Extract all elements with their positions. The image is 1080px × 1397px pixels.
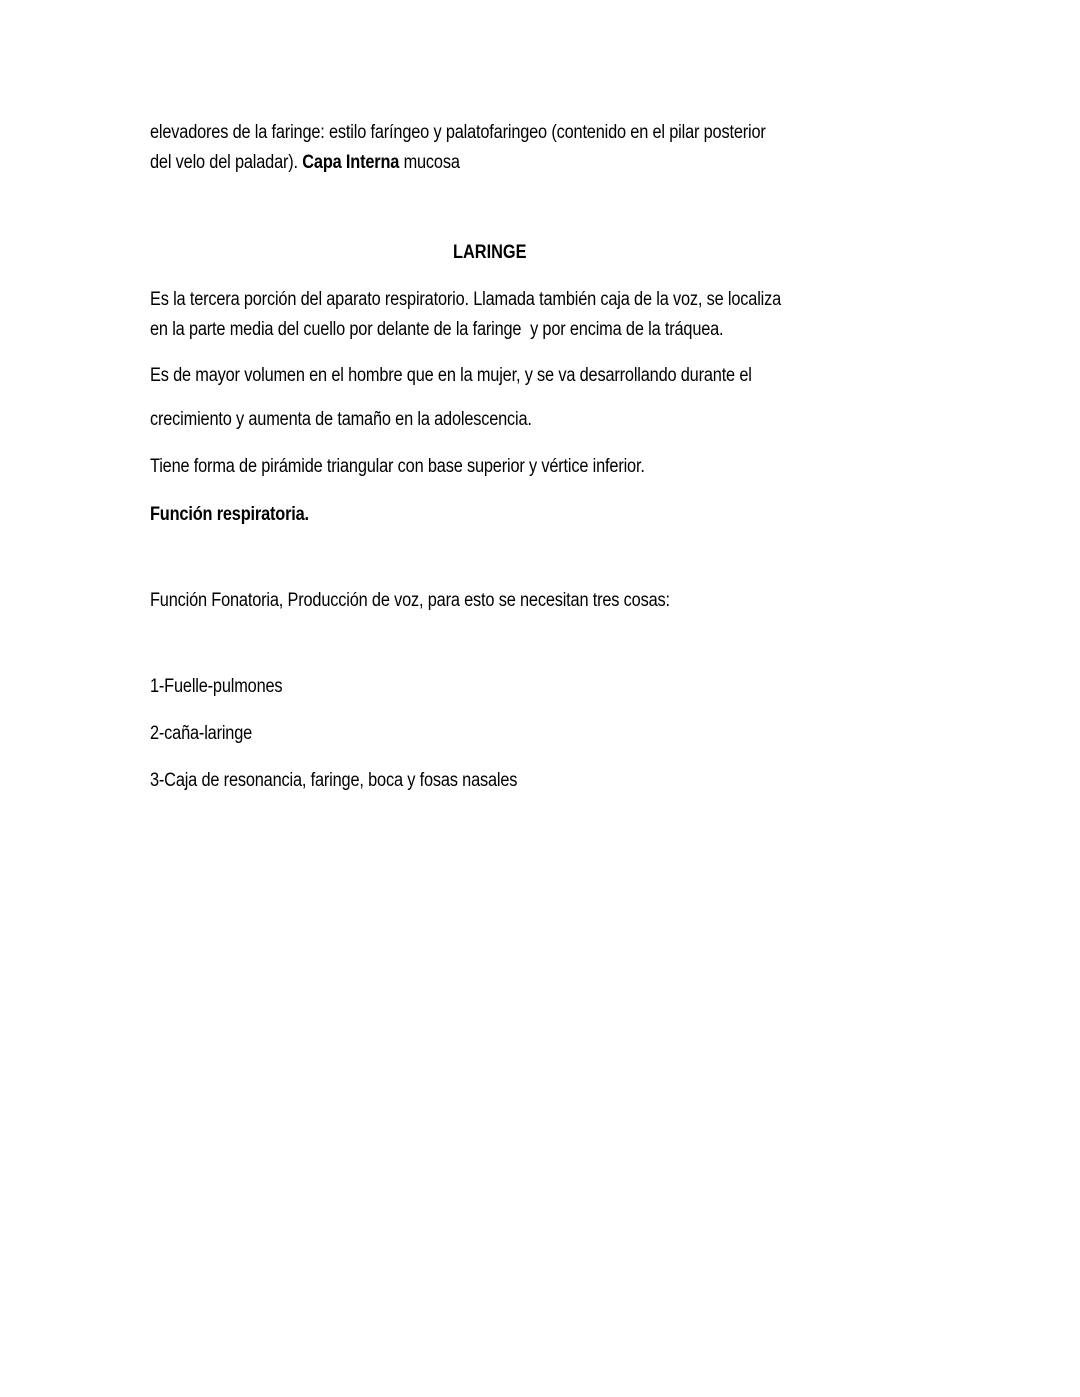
paragraph-2-line-2 <box>150 408 594 432</box>
capa-interna-bold: Capa Interna <box>302 152 400 173</box>
section-title-laringe <box>0 241 980 265</box>
list-item-2 <box>150 722 269 746</box>
list-item-3 <box>150 769 577 793</box>
list-item-text: 3-Caja de resonancia, faringe, boca y fosas nasales <box>150 770 518 791</box>
paragraph-text: en la parte media del cuello por delante de la faringe y por encima de la tráquea. <box>150 319 724 340</box>
list-item-1 <box>150 675 304 699</box>
paragraph-3 <box>150 455 725 479</box>
intro-text-2 <box>150 151 460 175</box>
list-item-text: 2-caña-laringe <box>150 723 253 744</box>
intro-text-1: elevadores de la faringe: estilo faríngeo y palatofaringeo (contenido en el pilar posterior <box>150 122 766 143</box>
paragraph-fonatoria <box>150 589 755 613</box>
paragraph-text: Es la tercera porción del aparato respiratorio. Llamada también caja de la voz, se localiza <box>150 289 782 310</box>
paragraph-text: Es de mayor volumen en el hombre que en la mujer, y se va desarrollando durante el <box>150 365 752 386</box>
paragraph-text: Tiene forma de pirámide triangular con base superior y vértice inferior. <box>150 456 645 477</box>
intro-line-2 <box>150 151 510 175</box>
list-item-text: 1-Fuelle-pulmones <box>150 676 283 697</box>
funcion-respiratoria-heading <box>150 503 335 527</box>
paragraph-2-line-1 <box>150 364 850 388</box>
section-title-text: LARINGE <box>453 242 527 263</box>
paragraph-text: crecimiento y aumenta de tamaño en la adolescencia. <box>150 409 532 430</box>
paragraph-text: Función Fonatoria, Producción de voz, para esto se necesitan tres cosas: <box>150 590 670 611</box>
intro-line-2-suffix: mucosa <box>399 152 460 173</box>
paragraph-1-line-2 <box>150 318 817 342</box>
intro-line-2-prefix: del velo del paladar). <box>150 152 303 173</box>
paragraph-bold-text: Función respiratoria. <box>150 504 309 525</box>
paragraph-1-line-1 <box>150 288 884 312</box>
intro-line-1 <box>150 121 866 145</box>
